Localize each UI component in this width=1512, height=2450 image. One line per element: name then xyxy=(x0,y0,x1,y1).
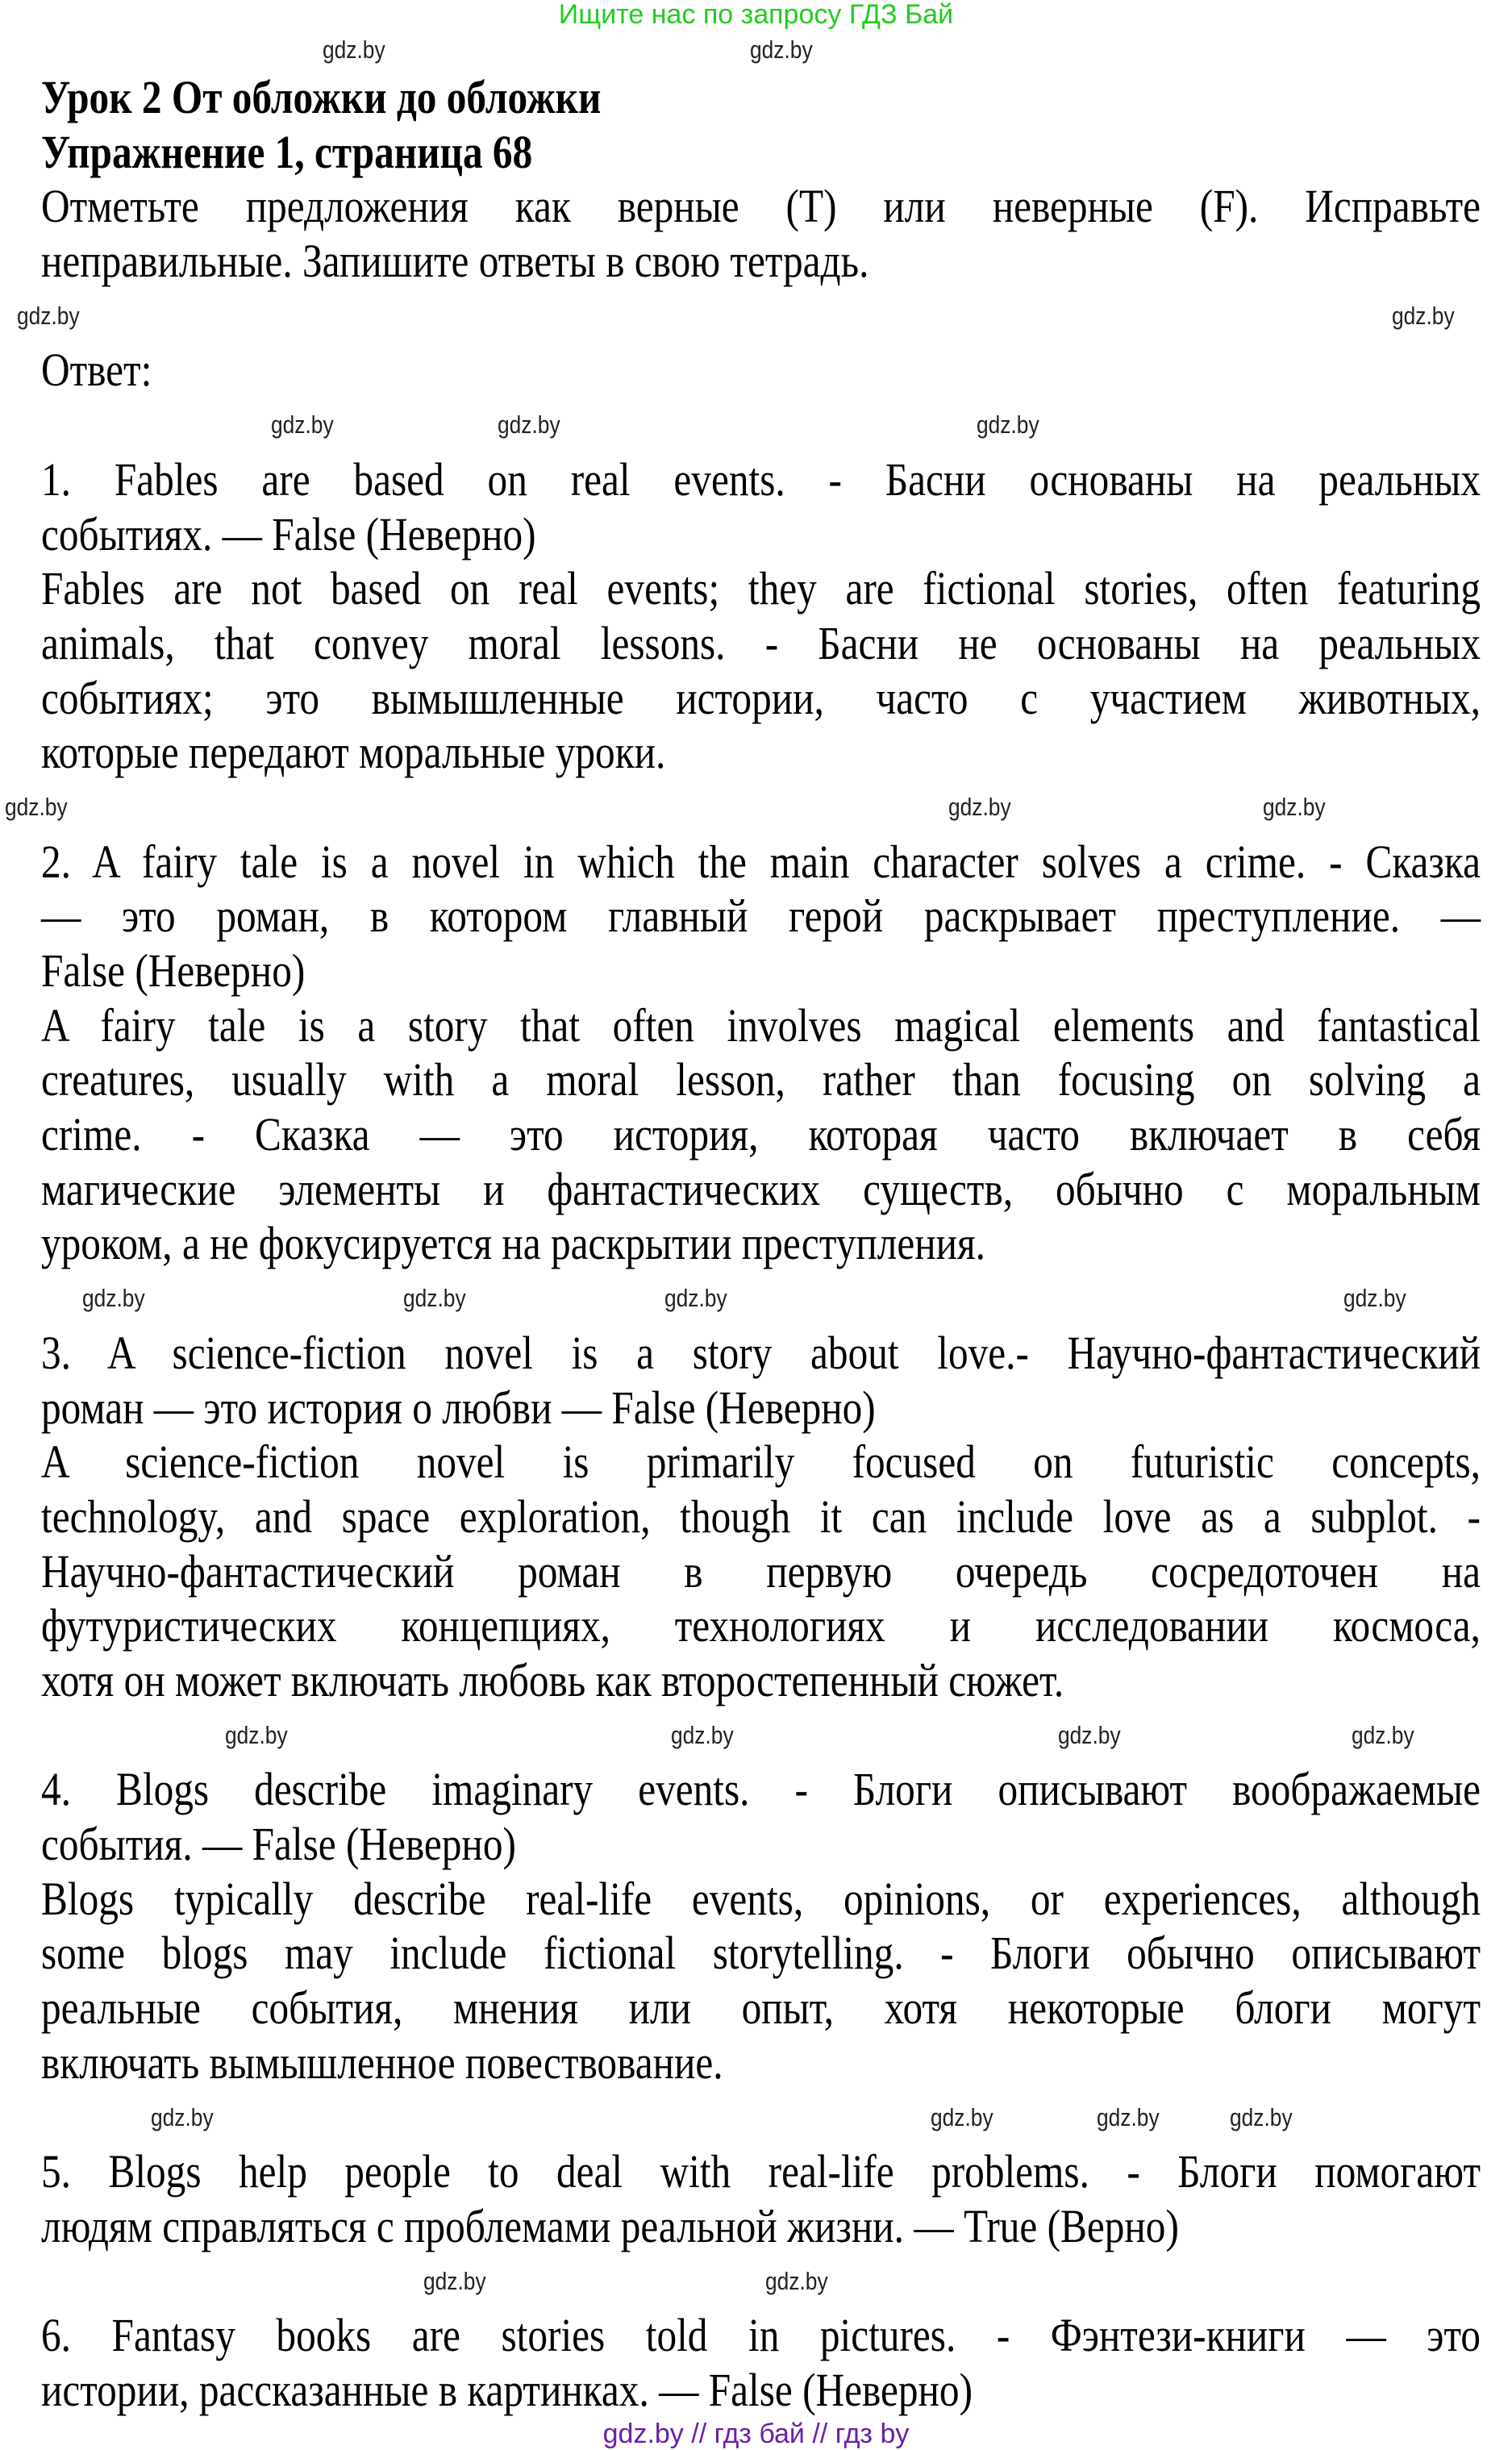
text-line: Blogs typically describe real-life events, opinions, or experiences, although xyxy=(41,1872,1481,1925)
watermark-gdz: gdz.by xyxy=(17,301,80,330)
text-line: события. — False (Неверно) xyxy=(41,1818,516,1870)
text-line: — это роман, в котором главный герой раскрывает преступление. — xyxy=(41,890,1481,943)
watermark-gdz: gdz.by xyxy=(5,793,68,822)
text-line: футуристических концепциях, технологиях и исследовании космоса, xyxy=(41,1599,1481,1652)
watermark-gdz: gdz.by xyxy=(948,793,1011,822)
lesson-title: Урок 2 От обложки до обложки xyxy=(41,71,602,123)
text-line: людям справляться с проблемами реальной жизни. — True (Верно) xyxy=(41,2199,1179,2252)
text-line: 3. A science-fiction novel is a story about love.- Научно-фантастический xyxy=(41,1326,1481,1379)
search-banner-link[interactable]: Ищите нас по запросу ГДЗ Бай xyxy=(558,0,954,30)
text-line: включать вымышленное повествование. xyxy=(41,2035,723,2089)
text-line: событиях; это вымышленные истории, часто с участием животных, xyxy=(41,671,1481,724)
text-line: хотя он может включать любовь как второстепенный сюжет. xyxy=(41,1653,1064,1706)
text-line: some blogs may include fictional storytelling. - Блоги обычно описывают xyxy=(41,1927,1481,1980)
watermark-gdz: gdz.by xyxy=(931,2102,993,2131)
document-body xyxy=(41,70,1481,2418)
text-line: animals, that convey moral lessons. - Басни не основаны на реальных xyxy=(41,616,1481,669)
text-line: creatures, usually with a moral lesson, rather than focusing on solving a xyxy=(41,1053,1481,1106)
watermark-gdz: gdz.by xyxy=(1392,301,1455,330)
footer-links[interactable]: gdz.by // гдз бай // гдз by xyxy=(602,2419,910,2449)
watermark-gdz: gdz.by xyxy=(1352,1721,1414,1749)
text-line: A fairy tale is a story that often involves magical elements and fantastical xyxy=(41,998,1481,1052)
text-line: False (Неверно) xyxy=(41,944,306,997)
blank-line xyxy=(41,2254,1481,2309)
watermark-gdz: gdz.by xyxy=(664,1284,727,1313)
text-line: которые передают моральные уроки. xyxy=(41,726,666,779)
text-line: магические элементы и фантастических существ, обычно с моральным xyxy=(41,1162,1481,1215)
watermark-gdz: gdz.by xyxy=(1058,1721,1121,1749)
watermark-gdz: gdz.by xyxy=(671,1721,734,1749)
text-line: Отметьте предложения как верные (T) или неверные (F). Исправьте xyxy=(41,180,1481,233)
text-line: событиях. — False (Неверно) xyxy=(41,507,536,560)
text-line: 5. Blogs help people to deal with real-life problems. - Блоги помогают xyxy=(41,2145,1481,2198)
text-line: истории, рассказанные в картинках. — False (Неверно) xyxy=(41,2363,973,2416)
text-line: роман — это история о любви — False (Неверно) xyxy=(41,1381,876,1434)
text-line: неправильные. Запишите ответы в свою тетрадь. xyxy=(41,235,869,288)
watermark-gdz: gdz.by xyxy=(151,2102,214,2131)
exercise-title: Упражнение 1, страница 68 xyxy=(41,125,533,178)
text-line: уроком, а не фокусируется на раскрытии преступления. xyxy=(41,1217,986,1270)
text-line: technology, and space exploration, though it can include love as a subplot. - xyxy=(41,1490,1481,1543)
watermark-gdz: gdz.by xyxy=(271,410,334,440)
text-line: Fables are not based on real events; they are fictional stories, often featuring xyxy=(41,562,1481,615)
watermark-gdz: gdz.by xyxy=(765,2267,828,2295)
blank-line xyxy=(41,1271,1481,1326)
text-line: crime. - Сказка — это история, которая часто включает в себя xyxy=(41,1108,1481,1161)
blank-line xyxy=(41,289,1481,344)
watermark-gdz: gdz.by xyxy=(1343,1284,1406,1313)
watermark-gdz: gdz.by xyxy=(1097,2102,1160,2131)
text-line: 4. Blogs describe imaginary events. - Блоги описывают воображаемые xyxy=(41,1763,1481,1816)
watermark-gdz: gdz.by xyxy=(423,2267,486,2295)
text-line: 6. Fantasy books are stories told in pictures. - Фэнтези-книги — это xyxy=(41,2309,1481,2362)
text-line: реальные события, мнения или опыт, хотя некоторые блоги могут xyxy=(41,1981,1481,2035)
text-line: 2. A fairy tale is a novel in which the main character solves a crime. - Сказка xyxy=(41,835,1481,888)
watermark-gdz: gdz.by xyxy=(323,35,385,64)
watermark-gdz: gdz.by xyxy=(1263,793,1326,822)
watermark-gdz: gdz.by xyxy=(498,410,560,440)
blank-line xyxy=(41,398,1481,452)
watermark-gdz: gdz.by xyxy=(1230,2102,1293,2131)
watermark-gdz: gdz.by xyxy=(82,1284,145,1313)
watermark-gdz: gdz.by xyxy=(750,35,813,64)
text-line: 1. Fables are based on real events. - Басни основаны на реальных xyxy=(41,452,1481,506)
watermark-gdz: gdz.by xyxy=(977,410,1039,440)
text-line: Научно-фантастический роман в первую очередь сосредоточен на xyxy=(41,1544,1481,1598)
watermark-gdz: gdz.by xyxy=(225,1721,288,1749)
text-line: Ответ: xyxy=(41,344,152,397)
watermark-gdz: gdz.by xyxy=(403,1284,466,1313)
text-line: A science-fiction novel is primarily focused on futuristic concepts, xyxy=(41,1435,1481,1489)
